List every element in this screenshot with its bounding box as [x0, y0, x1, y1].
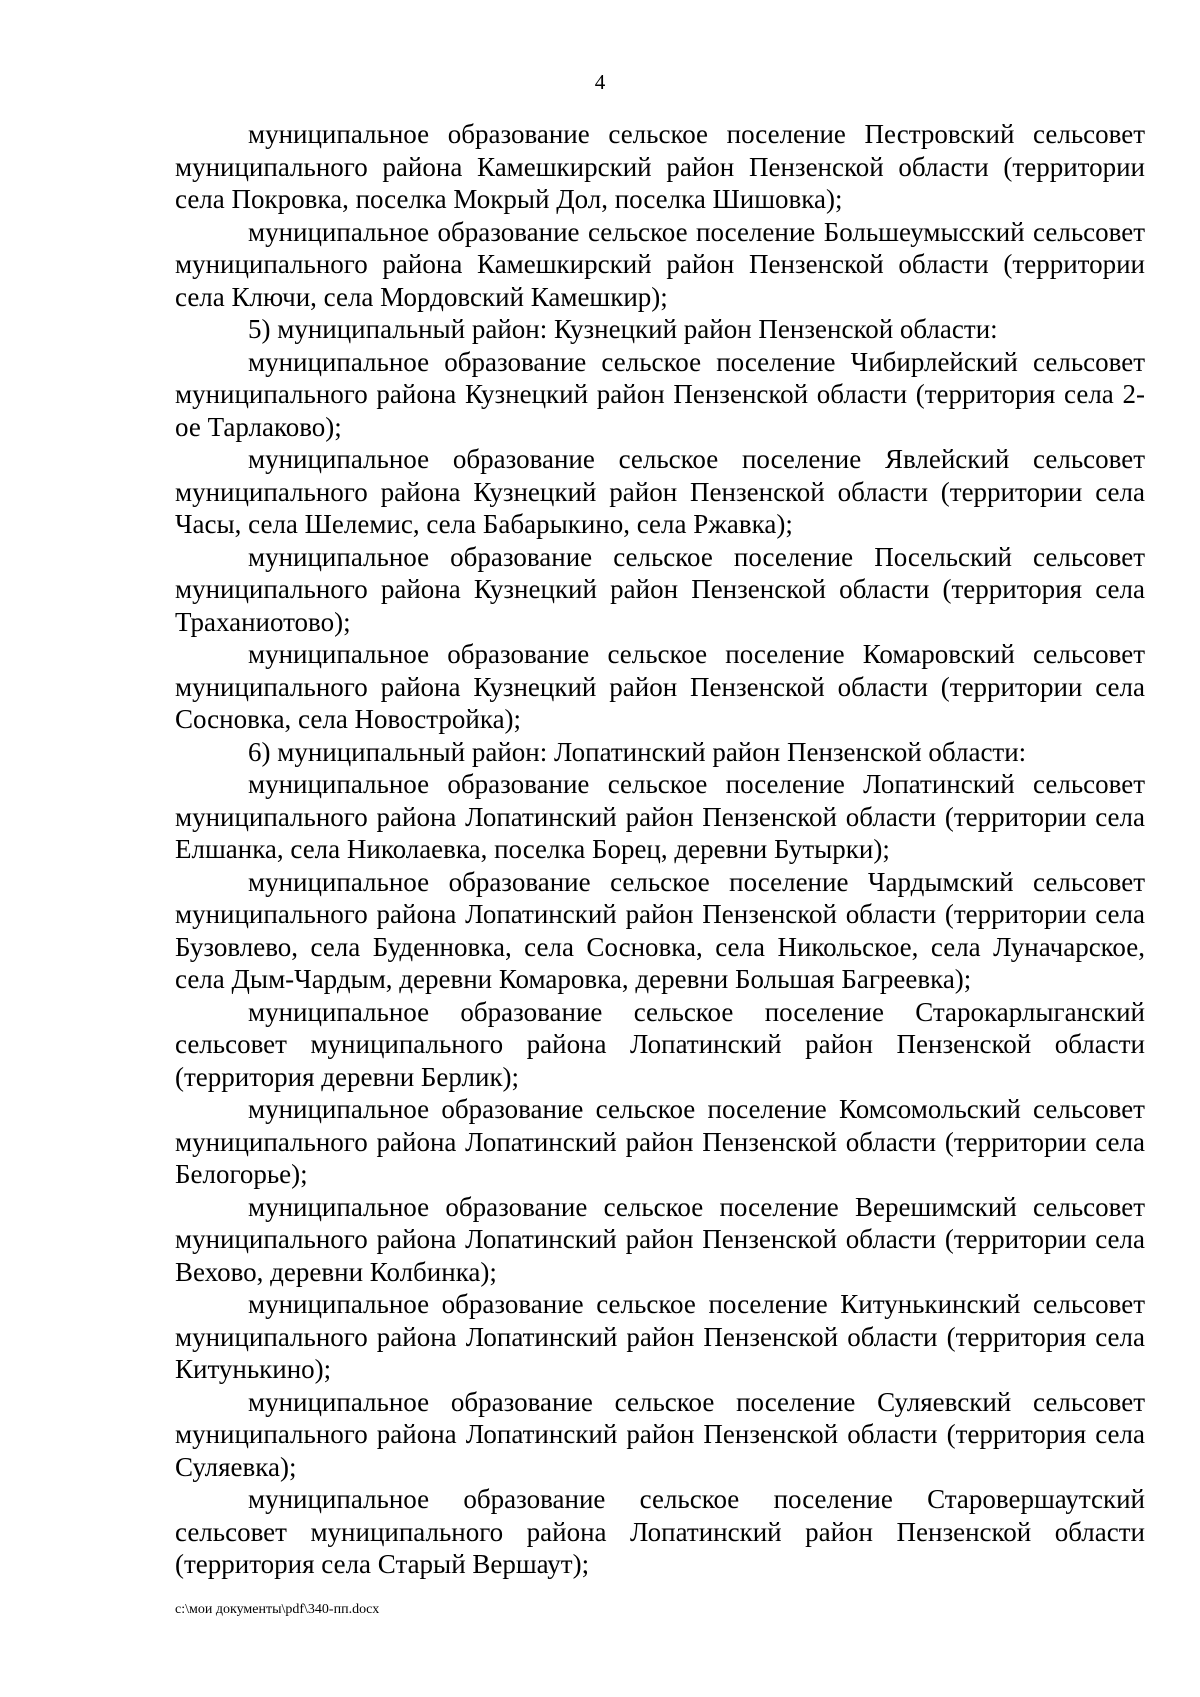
paragraph: муниципальное образование сельское поселение Суляевский сельсовет муниципального района Лопатинский район Пензенской области (территория села Суляевка); — [175, 1386, 1145, 1482]
list-heading: 5) муниципальный район: Кузнецкий район Пензенской области: — [248, 314, 998, 344]
paragraph: муниципальное образование сельское поселение Посельский сельсовет муниципального района Кузнецкий район Пензенской области (территория села Траханиотово); — [175, 541, 1145, 637]
paragraph: муниципальное образование сельское поселение Китунькинский сельсовет муниципального района Лопатинский район Пензенской области (территория села Китунькино); — [175, 1289, 1145, 1384]
paragraph: муниципальное образование сельское поселение Большеумысский сельсовет муниципального района Камешкирский район Пензенской области (территории села Ключи, села Мордовский Камешкир); — [175, 216, 1145, 312]
page-number: 4 — [594, 70, 606, 94]
document-body — [175, 118, 1145, 1581]
paragraph: муниципальное образование сельское поселение Лопатинский сельсовет муниципального района Лопатинский район Пензенской области (территории села Елшанка, села Николаевка, поселка Борец, деревни Бутырки); — [175, 769, 1145, 864]
paragraph: муниципальное образование сельское поселение Пестровский сельсовет муниципального района Камешкирский район Пензенской области (территории села Покровка, поселка Мокрый Дол, поселка Шишовка); — [175, 119, 1145, 214]
paragraph: муниципальное образование сельское поселение Старокарлыганский сельсовет муниципального района Лопатинский район Пензенской области (территория деревни Берлик); — [175, 996, 1145, 1092]
paragraph: муниципальное образование сельское поселение Явлейский сельсовет муниципального района Кузнецкий район Пензенской области (территории села Часы, села Шелемис, села Бабарыкино, села Ржавка); — [175, 444, 1145, 539]
paragraph: муниципальное образование сельское поселение Чибирлейский сельсовет муниципального района Кузнецкий район Пензенской области (территория села 2-ое Тарлаково); — [175, 346, 1145, 442]
paragraph: муниципальное образование сельское поселение Чардымский сельсовет муниципального района Лопатинский район Пензенской области (территории села Бузовлево, села Буденновка, села Сосновка, села Никольское, села Луначарское, села Дым-Чардым, деревни Комаровка, деревни Большая Багреевка); — [175, 866, 1145, 994]
paragraph: муниципальное образование сельское поселение Комсомольский сельсовет муниципального района Лопатинский район Пензенской области (территории села Белогорье); — [175, 1094, 1145, 1189]
paragraph: муниципальное образование сельское поселение Комаровский сельсовет муниципального района Кузнецкий район Пензенской области (территории села Сосновка, села Новостройка); — [175, 639, 1145, 734]
footer-file-path: c:\мои документы\pdf\340-пп.docx — [175, 1602, 380, 1617]
paragraph: муниципальное образование сельское поселение Верешимский сельсовет муниципального района Лопатинский район Пензенской области (территории села Вехово, деревни Колбинка); — [175, 1191, 1145, 1287]
list-heading: 6) муниципальный район: Лопатинский район Пензенской области: — [248, 736, 1027, 767]
paragraph: муниципальное образование сельское поселение Старовершаутский сельсовет муниципального района Лопатинский район Пензенской области (территория села Старый Вершаут); — [175, 1484, 1145, 1579]
